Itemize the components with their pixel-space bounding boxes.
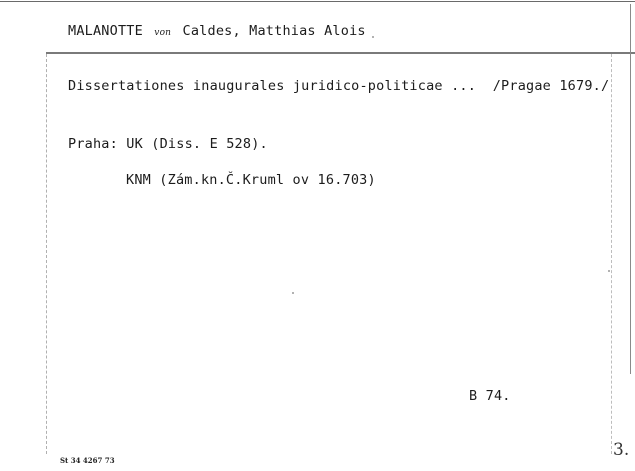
heading-name: Caldes, Matthias Alois xyxy=(182,23,366,39)
location-line: Praha: UK (Diss. E 528). xyxy=(68,136,268,152)
card-top-edge xyxy=(0,1,635,2)
left-margin-line xyxy=(46,54,47,454)
holding-line: KNM (Zám.kn.Č.Kruml ov 16.703) xyxy=(126,172,376,188)
title-line: Dissertationes inaugurales juridico-politicae ... /Pragae 1679./ xyxy=(68,78,610,94)
right-margin-line xyxy=(611,54,612,454)
printer-mark: St 34 4267 73 xyxy=(60,456,115,465)
heading-rule xyxy=(46,52,635,54)
card-heading xyxy=(68,23,366,39)
handwritten-note: von xyxy=(154,28,172,38)
speck xyxy=(608,270,610,272)
heading-surname: MALANOTTE xyxy=(68,23,143,39)
speck xyxy=(292,292,294,294)
speck xyxy=(372,36,374,38)
page-mark: 3. xyxy=(613,440,630,460)
card-right-edge xyxy=(630,4,631,374)
shelfmark: B 74. xyxy=(469,388,511,404)
